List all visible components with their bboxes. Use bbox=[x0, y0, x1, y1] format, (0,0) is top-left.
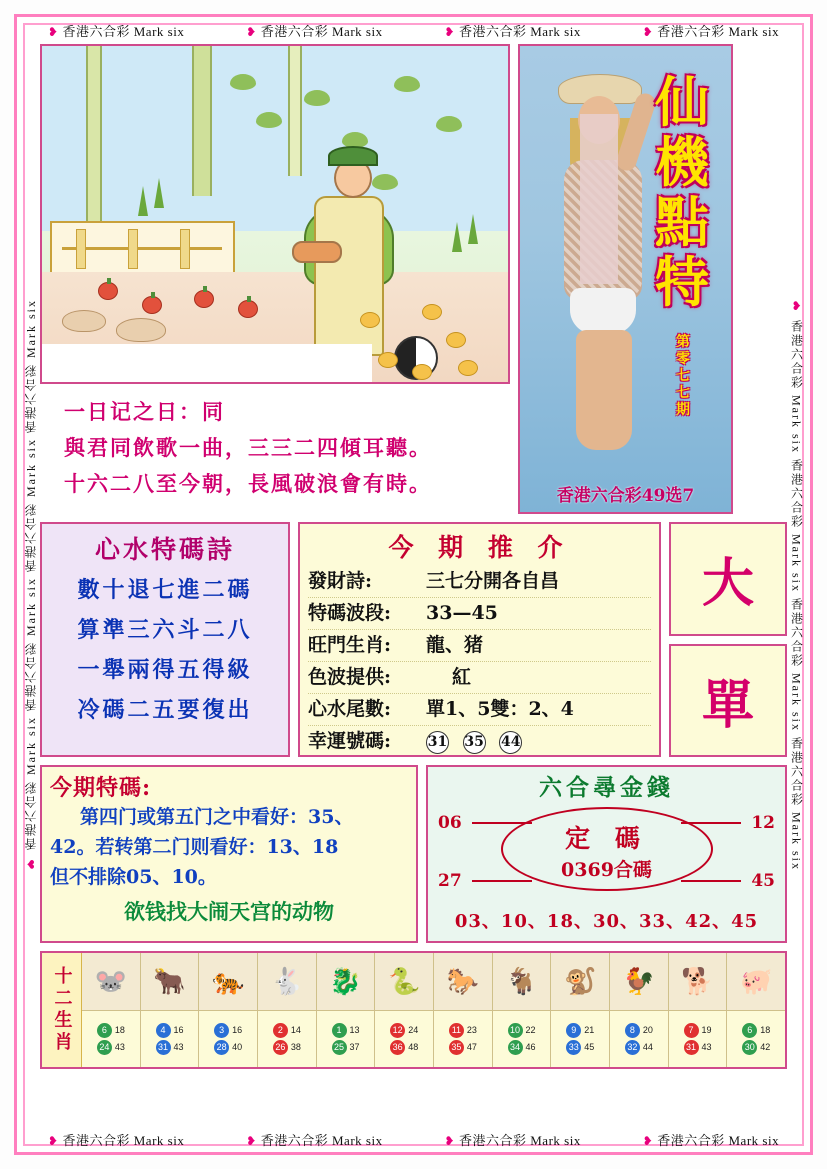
zodiac-number: 43 bbox=[114, 1042, 125, 1052]
zodiac-ball: 6 bbox=[742, 1023, 757, 1038]
zodiac-numbers bbox=[82, 1011, 140, 1067]
zodiac-number: 48 bbox=[408, 1042, 419, 1052]
zodiac-number-row bbox=[552, 1023, 608, 1038]
stone-shape bbox=[116, 318, 166, 342]
zodiac-number: 40 bbox=[232, 1042, 243, 1052]
fruit-icon bbox=[98, 282, 118, 300]
lucky-number-list bbox=[426, 726, 651, 757]
zodiac-label-text: 十二生肖 bbox=[51, 966, 73, 1054]
special-number-title: 今期特碼: bbox=[50, 775, 152, 801]
zodiac-ball: 34 bbox=[508, 1040, 523, 1055]
leaf-icon bbox=[372, 174, 398, 190]
zodiac-column-rabbit bbox=[258, 953, 317, 1067]
zodiac-column-tiger bbox=[199, 953, 258, 1067]
wall-shape bbox=[50, 221, 235, 277]
horse-icon: 🐎 bbox=[434, 953, 492, 1011]
middle-row bbox=[40, 522, 787, 757]
zodiac-ball: 6 bbox=[97, 1023, 112, 1038]
lower-row bbox=[40, 765, 787, 943]
zodiac-column-dog bbox=[669, 953, 728, 1067]
lucky-ball: 35 bbox=[463, 731, 486, 754]
marquee-item: ❥ 香港六合彩 Mark six bbox=[643, 1130, 779, 1149]
zodiac-number: 43 bbox=[701, 1042, 712, 1052]
zodiac-number-row bbox=[494, 1040, 550, 1055]
zodiac-column-goat bbox=[493, 953, 552, 1067]
big-pick-panel bbox=[669, 522, 787, 757]
special-line-2: 42。若转第二门则看好：13、18 bbox=[50, 836, 339, 858]
poem-line: 一舉兩得五得級 bbox=[77, 657, 253, 683]
zodiac-numbers bbox=[727, 1011, 785, 1067]
money-panel-title: 六合尋金錢 bbox=[539, 774, 674, 801]
zodiac-number: 16 bbox=[232, 1025, 243, 1035]
zodiac-number-row bbox=[318, 1023, 374, 1038]
legs-shape bbox=[576, 330, 632, 450]
leaf-icon bbox=[256, 112, 282, 128]
paw-print-icon bbox=[422, 304, 442, 320]
zodiac-ball: 24 bbox=[97, 1040, 112, 1055]
zodiac-column-rooster bbox=[610, 953, 669, 1067]
marquee-top bbox=[17, 17, 810, 43]
zodiac-number-row bbox=[200, 1023, 256, 1038]
marquee-item: ❥ 香港六合彩 Mark six bbox=[48, 1130, 184, 1149]
special-line-1: 第四门或第五门之中看好：35、 bbox=[80, 806, 354, 828]
paw-print-icon bbox=[412, 364, 432, 380]
zodiac-ball: 10 bbox=[508, 1023, 523, 1038]
row-value: 三七分開各自昌 bbox=[426, 570, 560, 592]
pig-icon: 🐖 bbox=[727, 953, 785, 1011]
ox-icon: 🐂 bbox=[141, 953, 199, 1011]
zodiac-number-row bbox=[142, 1040, 198, 1055]
top-row bbox=[40, 44, 787, 514]
leaf-icon bbox=[230, 74, 256, 90]
poster-panel bbox=[518, 44, 733, 514]
special-number-footer: 欲钱找大闹天宫的动物 bbox=[124, 899, 334, 924]
money-center-label: 定 碼 bbox=[565, 824, 648, 853]
zodiac-number: 19 bbox=[701, 1025, 712, 1035]
verse-line-3: 十六二八至今朝，長風破浪會有時。 bbox=[64, 471, 432, 496]
zodiac-number-row bbox=[83, 1023, 139, 1038]
marquee-item: ❥ 香港六合彩 Mark six bbox=[246, 21, 382, 40]
zodiac-numbers bbox=[141, 1011, 199, 1067]
zodiac-number-row bbox=[376, 1040, 432, 1055]
fruit-icon bbox=[194, 290, 214, 308]
zodiac-number: 22 bbox=[525, 1025, 536, 1035]
zodiac-number: 42 bbox=[760, 1042, 771, 1052]
recommendation-row bbox=[308, 630, 651, 662]
zodiac-number: 47 bbox=[466, 1042, 477, 1052]
zodiac-ball: 8 bbox=[625, 1023, 640, 1038]
leaf-icon bbox=[304, 90, 330, 106]
wall-post bbox=[76, 229, 86, 269]
zodiac-number-row bbox=[318, 1040, 374, 1055]
zodiac-column-ox bbox=[141, 953, 200, 1067]
zodiac-number-row bbox=[376, 1023, 432, 1038]
recommendation-row bbox=[308, 694, 651, 726]
stone-shape bbox=[62, 310, 106, 332]
zodiac-numbers bbox=[669, 1011, 727, 1067]
zodiac-ball: 30 bbox=[742, 1040, 757, 1055]
zodiac-ball: 33 bbox=[566, 1040, 581, 1055]
zodiac-ball: 7 bbox=[684, 1023, 699, 1038]
marquee-bottom bbox=[17, 1126, 810, 1152]
recommendation-row bbox=[308, 566, 651, 598]
zodiac-column-pig bbox=[727, 953, 785, 1067]
special-number-body bbox=[50, 802, 408, 892]
marquee-right bbox=[784, 43, 810, 1126]
paw-print-icon bbox=[378, 352, 398, 368]
grass-icon bbox=[468, 214, 478, 244]
zodiac-number: 43 bbox=[173, 1042, 184, 1052]
special-number-panel bbox=[40, 765, 418, 943]
zodiac-number: 18 bbox=[760, 1025, 771, 1035]
money-oval bbox=[501, 807, 713, 891]
grass-icon bbox=[154, 178, 164, 208]
zodiac-ball: 36 bbox=[390, 1040, 405, 1055]
zodiac-numbers bbox=[317, 1011, 375, 1067]
zodiac-number-row bbox=[728, 1023, 784, 1038]
money-corner-bottom-left: 27 bbox=[438, 871, 462, 891]
zodiac-number: 20 bbox=[642, 1025, 653, 1035]
zodiac-number: 16 bbox=[173, 1025, 184, 1035]
row-value: 33—45 bbox=[426, 602, 498, 624]
zodiac-ball: 3 bbox=[214, 1023, 229, 1038]
zodiac-ball: 28 bbox=[214, 1040, 229, 1055]
zodiac-number-row bbox=[670, 1023, 726, 1038]
zodiac-number: 24 bbox=[408, 1025, 419, 1035]
marquee-item: ❥ 香港六合彩 Mark six bbox=[444, 1130, 580, 1149]
zodiac-number-row bbox=[142, 1023, 198, 1038]
recommendation-panel bbox=[298, 522, 661, 757]
poem-line: 數十退七進二碼 bbox=[77, 577, 253, 603]
row-value: 單1、5雙：2、4 bbox=[426, 698, 574, 720]
zodiac-ball: 35 bbox=[449, 1040, 464, 1055]
row-label: 發財詩: bbox=[308, 570, 373, 592]
zodiac-column-rat bbox=[82, 953, 141, 1067]
zodiac-panel bbox=[40, 951, 787, 1069]
grass-icon bbox=[138, 186, 148, 216]
recommendation-row bbox=[308, 662, 651, 694]
big-pick-bottom: 單 bbox=[669, 644, 787, 758]
zodiac-number-row bbox=[83, 1040, 139, 1055]
zodiac-number-row bbox=[611, 1040, 667, 1055]
zodiac-ball: 1 bbox=[332, 1023, 347, 1038]
zodiac-number-row bbox=[611, 1023, 667, 1038]
special-line-3: 但不排除05、10。 bbox=[50, 866, 217, 888]
zodiac-ball: 31 bbox=[156, 1040, 171, 1055]
zodiac-number-row bbox=[259, 1040, 315, 1055]
paw-print-icon bbox=[458, 360, 478, 376]
lucky-ball: 44 bbox=[499, 731, 522, 754]
marquee-side-text: ❥ 香港六合彩 Mark six 香港六合彩 Mark six 香港六合彩 Mark six 香港六合彩 Mark six bbox=[22, 299, 39, 871]
recommendation-row bbox=[308, 598, 651, 630]
zodiac-ball: 12 bbox=[390, 1023, 405, 1038]
zodiac-number-row bbox=[435, 1040, 491, 1055]
zodiac-ball: 11 bbox=[449, 1023, 464, 1038]
grass-icon bbox=[452, 222, 462, 252]
monkey-icon: 🐒 bbox=[551, 953, 609, 1011]
zodiac-numbers bbox=[493, 1011, 551, 1067]
illustration-image bbox=[40, 44, 510, 384]
money-center-code: 0369合碼 bbox=[561, 859, 652, 881]
zodiac-ball: 31 bbox=[684, 1040, 699, 1055]
marquee-item: ❥ 香港六合彩 Mark six bbox=[444, 21, 580, 40]
zodiac-column-dragon bbox=[317, 953, 376, 1067]
poem-line: 冷碼二五要復出 bbox=[77, 697, 253, 723]
zodiac-column-snake bbox=[375, 953, 434, 1067]
leaf-icon bbox=[436, 116, 462, 132]
zodiac-number: 18 bbox=[114, 1025, 125, 1035]
wall-post bbox=[180, 229, 190, 269]
figure-body bbox=[314, 196, 384, 356]
poster-banner-strip bbox=[580, 114, 618, 284]
money-corner-bottom-right: 45 bbox=[751, 871, 775, 891]
verse-line-1: 一日记之日：同 bbox=[64, 399, 225, 424]
big-pick-top: 大 bbox=[669, 522, 787, 636]
row-label: 心水尾數: bbox=[308, 698, 392, 720]
zodiac-number-row bbox=[435, 1023, 491, 1038]
poster-issue: 第零七七期 bbox=[676, 334, 690, 418]
zodiac-numbers bbox=[610, 1011, 668, 1067]
paw-print-icon bbox=[360, 312, 380, 328]
tree-trunk-icon bbox=[288, 46, 302, 176]
fruit-icon bbox=[142, 296, 162, 314]
zodiac-number: 45 bbox=[584, 1042, 595, 1052]
zodiac-numbers bbox=[199, 1011, 257, 1067]
zodiac-numbers bbox=[258, 1011, 316, 1067]
tree-trunk-icon bbox=[192, 46, 212, 196]
row-label: 幸運號碼: bbox=[308, 730, 392, 752]
poster-title: 仙機點特 bbox=[655, 70, 709, 314]
money-panel bbox=[426, 765, 787, 943]
zodiac-label bbox=[42, 953, 82, 1067]
recommendation-row-lucky bbox=[308, 726, 651, 757]
zodiac-number: 14 bbox=[290, 1025, 301, 1035]
zodiac-number: 46 bbox=[525, 1042, 536, 1052]
zodiac-numbers bbox=[375, 1011, 433, 1067]
snake-icon: 🐍 bbox=[375, 953, 433, 1011]
row-value: 龍、猪 bbox=[426, 634, 484, 656]
content-area bbox=[40, 44, 787, 1125]
row-label: 旺門生肖: bbox=[308, 634, 392, 656]
poem-panel bbox=[40, 522, 290, 757]
rooster-icon: 🐓 bbox=[610, 953, 668, 1011]
dog-icon: 🐕 bbox=[669, 953, 727, 1011]
figure-hat bbox=[328, 146, 378, 166]
rabbit-icon: 🐇 bbox=[258, 953, 316, 1011]
verse-block bbox=[40, 390, 510, 512]
zodiac-number-row bbox=[200, 1040, 256, 1055]
row-label: 特碼波段: bbox=[308, 602, 392, 624]
marquee-item: ❥ 香港六合彩 Mark six bbox=[643, 21, 779, 40]
zodiac-numbers bbox=[434, 1011, 492, 1067]
bottom-shape bbox=[570, 288, 636, 334]
zodiac-number-row bbox=[494, 1023, 550, 1038]
fruit-icon bbox=[238, 300, 258, 318]
zodiac-number: 44 bbox=[642, 1042, 653, 1052]
zodiac-number-row bbox=[259, 1023, 315, 1038]
zodiac-number-row bbox=[670, 1040, 726, 1055]
marquee-item: ❥ 香港六合彩 Mark six bbox=[48, 21, 184, 40]
marquee-side-text: ❥ 香港六合彩 Mark six 香港六合彩 Mark six 香港六合彩 Mark six 香港六合彩 Mark six bbox=[789, 299, 806, 871]
dragon-icon: 🐉 bbox=[317, 953, 375, 1011]
zodiac-columns bbox=[82, 953, 785, 1067]
recommendation-title: 今 期 推 介 bbox=[388, 533, 571, 562]
row-label: 色波提供: bbox=[308, 666, 392, 688]
zodiac-number: 13 bbox=[349, 1025, 360, 1035]
goat-icon: 🐐 bbox=[493, 953, 551, 1011]
zodiac-number-row bbox=[728, 1040, 784, 1055]
zodiac-ball: 2 bbox=[273, 1023, 288, 1038]
zodiac-ball: 9 bbox=[566, 1023, 581, 1038]
zodiac-ball: 4 bbox=[156, 1023, 171, 1038]
illustration-column bbox=[40, 44, 510, 514]
money-number-list: 03、10、18、30、33、42、45 bbox=[454, 911, 759, 932]
zodiac-number: 21 bbox=[584, 1025, 595, 1035]
wall-line bbox=[62, 247, 222, 250]
figure-arm bbox=[292, 241, 342, 263]
wall-post bbox=[128, 229, 138, 269]
lucky-ball: 31 bbox=[426, 731, 449, 754]
money-corner-top-left: 06 bbox=[438, 813, 462, 833]
zodiac-numbers bbox=[551, 1011, 609, 1067]
money-corner-top-right: 12 bbox=[751, 813, 775, 833]
zodiac-number: 23 bbox=[466, 1025, 477, 1035]
white-overlay-patch bbox=[42, 344, 372, 382]
zodiac-column-horse bbox=[434, 953, 493, 1067]
row-value: 紅 bbox=[452, 666, 472, 688]
tiger-icon: 🐅 bbox=[199, 953, 257, 1011]
zodiac-column-monkey bbox=[551, 953, 610, 1067]
poem-line: 算準三六斗二八 bbox=[77, 617, 253, 643]
poem-title: 心水特碼詩 bbox=[94, 535, 235, 564]
zodiac-number: 38 bbox=[290, 1042, 301, 1052]
poster-footer: 香港六合彩49选7 bbox=[556, 486, 695, 506]
zodiac-ball: 25 bbox=[332, 1040, 347, 1055]
leaf-icon bbox=[394, 76, 420, 92]
rat-icon: 🐭 bbox=[82, 953, 140, 1011]
zodiac-ball: 26 bbox=[273, 1040, 288, 1055]
verse-line-2: 與君同飲歌一曲，三三二四傾耳聽。 bbox=[64, 435, 432, 460]
paw-print-icon bbox=[446, 332, 466, 348]
zodiac-number: 37 bbox=[349, 1042, 360, 1052]
marquee-item: ❥ 香港六合彩 Mark six bbox=[246, 1130, 382, 1149]
zodiac-ball: 32 bbox=[625, 1040, 640, 1055]
zodiac-number-row bbox=[552, 1040, 608, 1055]
